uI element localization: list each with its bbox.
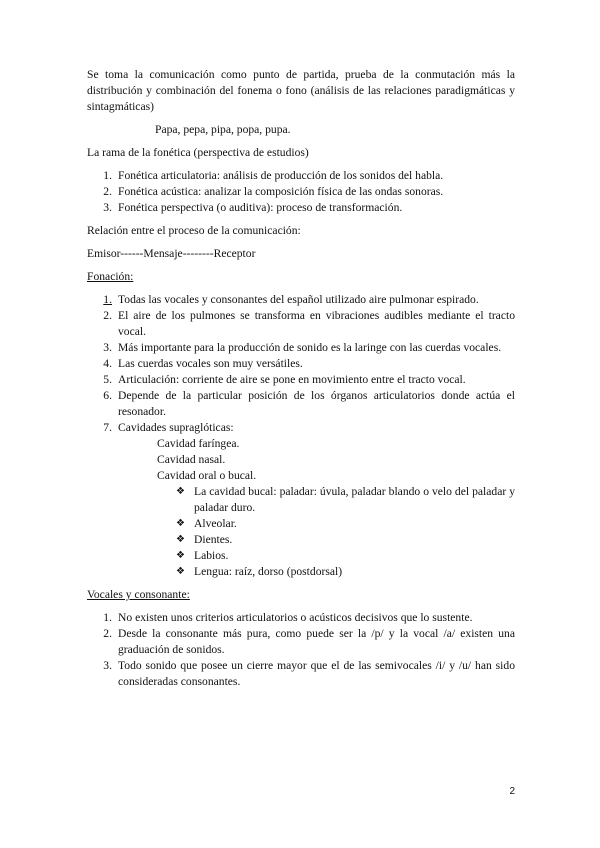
diamond-bullet-icon: ❖: [176, 534, 185, 545]
list-number: 3.: [103, 201, 112, 214]
document-page: [87, 67, 515, 690]
list-item: [87, 308, 515, 340]
list-text: Fonética acústica: analizar la composición física de las ondas sonoras.: [118, 185, 444, 198]
list-item: [87, 658, 515, 690]
list-item: [87, 564, 515, 580]
diamond-bullet-icon: ❖: [176, 550, 185, 561]
list-number: 6.: [103, 389, 112, 402]
list-text: Cavidades supraglóticas:: [118, 421, 234, 434]
vocales-heading: Vocales y consonante:: [87, 588, 190, 601]
list-number: 2.: [103, 627, 112, 640]
list-item: [87, 292, 515, 308]
list-item: [87, 516, 515, 532]
example-list: [87, 122, 515, 138]
fonetica-list: [87, 168, 515, 216]
bucal-list: [87, 484, 515, 580]
list-item: [87, 626, 515, 658]
list-number: 1.: [103, 611, 112, 624]
list-text: Articulación: corriente de aire se pone en movimiento entre el tracto vocal.: [118, 373, 466, 386]
cavidades-list: [87, 436, 515, 484]
example-text: Papa, pepa, pipa, popa, pupa.: [155, 123, 291, 136]
list-item: [87, 484, 515, 516]
list-text: Todo sonido que posee un cierre mayor que el de las semivocales /i/ y /u/ han sido consideradas consonantes.: [118, 659, 515, 688]
list-item: [87, 420, 515, 436]
list-text: Cavidad nasal.: [157, 453, 226, 466]
list-number: 1.: [103, 169, 112, 182]
relacion-text: Relación entre el proceso de la comunicación:: [87, 224, 301, 237]
list-text: Todas las vocales y consonantes del español utilizado aire pulmonar espirado.: [118, 293, 479, 306]
diamond-bullet-icon: ❖: [176, 518, 185, 529]
list-item: [87, 122, 515, 138]
list-text: Cavidad faríngea.: [157, 437, 240, 450]
diamond-bullet-icon: ❖: [176, 566, 185, 577]
list-item: [87, 388, 515, 420]
list-item: [87, 356, 515, 372]
list-number: 2.: [103, 185, 112, 198]
list-text: Desde la consonante más pura, como puede ser la /p/ y la vocal /a/ existen una graduación de sonidos.: [118, 627, 515, 656]
list-item: [87, 436, 515, 452]
list-number: 3.: [103, 659, 112, 672]
list-text: Las cuerdas vocales son muy versátiles.: [118, 357, 303, 370]
list-item: [87, 548, 515, 564]
intro-paragraph: Se toma la comunicación como punto de partida, prueba de la conmutación más la distribución y combinación del fonema o fono (análisis de las relaciones paradigmáticas y sintagmáticas): [87, 68, 515, 113]
list-number: 4.: [103, 357, 112, 370]
list-text: Dientes.: [194, 533, 233, 546]
diamond-bullet-icon: ❖: [176, 486, 185, 497]
list-number: 5.: [103, 373, 112, 386]
fonacion-heading: Fonación:: [87, 270, 134, 283]
list-text: Alveolar.: [194, 517, 237, 530]
list-text: Labios.: [194, 549, 229, 562]
list-item: [87, 452, 515, 468]
list-number: 1.: [103, 293, 112, 306]
list-number: 7.: [103, 421, 112, 434]
list-text: Lengua: raíz, dorso (postdorsal): [194, 565, 343, 578]
list-number: 3.: [103, 341, 112, 354]
list-text: El aire de los pulmones se transforma en vibraciones audibles mediante el tracto vocal.: [118, 309, 515, 338]
list-text: Fonética articulatoria: análisis de producción de los sonidos del habla.: [118, 169, 444, 182]
list-number: 2.: [103, 309, 112, 322]
list-text: La cavidad bucal: paladar: úvula, paladar blando o velo del paladar y paladar duro.: [194, 485, 515, 514]
fonetica-heading: La rama de la fonética (perspectiva de estudios): [87, 146, 309, 159]
emisor-line: Emisor------Mensaje--------Receptor: [87, 247, 256, 260]
page-number: 2: [509, 786, 515, 797]
list-text: No existen unos criterios articulatorios o acústicos decisivos que lo sustente.: [118, 611, 473, 624]
list-item: [87, 532, 515, 548]
list-item: [87, 372, 515, 388]
list-text: Más importante para la producción de sonido es la laringe con las cuerdas vocales.: [118, 341, 502, 354]
list-item: [87, 610, 515, 626]
list-text: Fonética perspectiva (o auditiva): proceso de transformación.: [118, 201, 403, 214]
list-item: [87, 340, 515, 356]
list-item: [87, 200, 515, 216]
list-item: [87, 468, 515, 484]
list-item: [87, 184, 515, 200]
fonacion-list: [87, 292, 515, 436]
list-text: Depende de la particular posición de los órganos articulatorios donde actúa el resonador.: [118, 389, 515, 418]
list-item: [87, 168, 515, 184]
vocales-list: [87, 610, 515, 690]
list-text: Cavidad oral o bucal.: [157, 469, 257, 482]
